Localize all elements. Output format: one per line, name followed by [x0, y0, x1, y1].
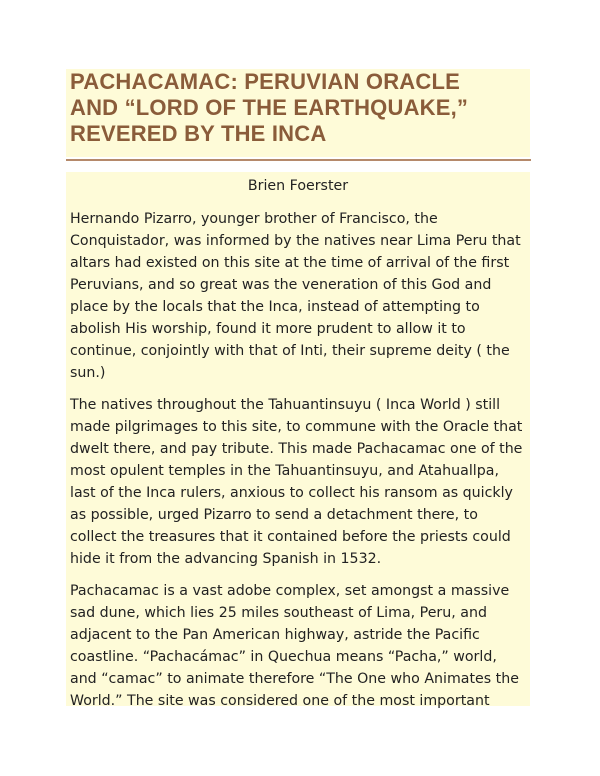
title-line-3: REVERED BY THE INCA — [70, 121, 327, 146]
title-line-1: PACHACAMAC: PERUVIAN ORACLE — [70, 69, 460, 94]
author-name: Brien Foerster — [247, 178, 349, 194]
paragraph-3: Pachacamac is a vast adobe complex, set amongst a massive sad dune, which lies 25 miles southeast of Lima, Peru, and adjacent to the Pan American highway, astride the Pacific coastline. “Pachacámac” in Quechua means “Pacha,” world, and “camac” to animate therefore “The One who Animates the World.” The site was considered one of the most important — [70, 583, 519, 709]
title-divider — [66, 159, 531, 161]
paragraph-1: Hernando Pizarro, younger brother of Francisco, the Conquistador, was informed by the natives near Lima Peru that altars had existed on this site at the time of arrival of the first Peruvians, and so great was the veneration of this God and place by the locals that the Inca, instead of attempting to abolish His worship, found it more prudent to allow it to continue, conjointly with that of Inti, their supreme deity ( the sun.) — [70, 211, 521, 381]
title-block — [66, 69, 530, 157]
article-body — [66, 172, 530, 709]
paragraph-2: The natives throughout the Tahuantinsuyu ( Inca World ) still made pilgrimages to this site, to commune with the Oracle that dwelt there, and pay tribute. This made Pachacamac one of the most opulent temples in the Tahuantinsuyu, and Atahuallpa, last of the Inca rulers, anxious to collect his ransom as quickly as possible, urged Pizarro to send a detachment there, to collect the treasures that it contained before the priests could hide it from the advancing Spanish in 1532. — [70, 397, 523, 567]
article-title — [66, 69, 530, 147]
title-line-2: AND “LORD OF THE EARTHQUAKE,” — [70, 95, 469, 120]
